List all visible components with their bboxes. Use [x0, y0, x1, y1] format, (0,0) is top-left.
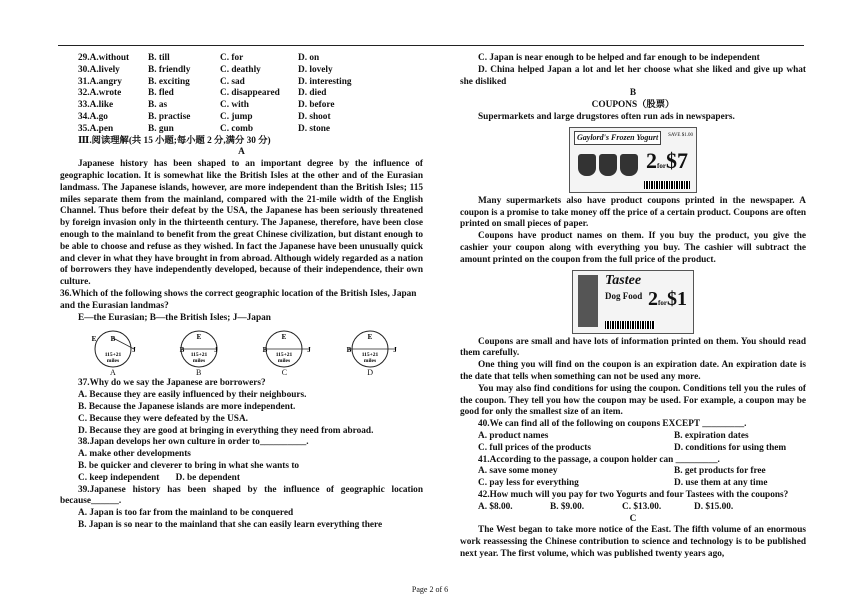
cloze-option-row — [60, 124, 423, 136]
q40-option-c: C. full prices of the products — [478, 442, 591, 453]
page-number: Page 2 of 6 — [411, 585, 449, 594]
map-diagram — [339, 326, 401, 372]
cloze-option-b: B. exciting — [148, 76, 190, 87]
map-point-B: B — [110, 335, 116, 344]
q41-options-cd — [460, 478, 806, 490]
map-diagram — [253, 326, 315, 372]
q39-option-b: B. Japan is so near to the mainland that she can easily learn everything there — [78, 519, 383, 530]
q38-option-b: B. be quicker and cleverer to bring in what she wants to — [78, 460, 300, 471]
q42-option-b: B. $9.00. — [550, 501, 585, 512]
map-diagram — [82, 326, 144, 372]
map-options — [60, 324, 423, 378]
coupon-yogurt — [569, 127, 697, 193]
map-point-J: J — [307, 346, 312, 355]
map-point-E: E — [196, 333, 201, 342]
cloze-option-a: 33.A.like — [78, 100, 114, 111]
barcode-icon — [605, 321, 655, 329]
cloze-option-a: 31.A.angry — [78, 76, 122, 87]
cloze-option-b: B. practise — [148, 111, 191, 122]
distance-line — [113, 338, 134, 349]
map-point-E: E — [91, 335, 97, 344]
map-distance-text: 115+21 — [190, 352, 207, 359]
map-option — [339, 326, 401, 378]
passage-b-p1: Supermarkets and large drugstores often run ads in newspapers. — [478, 111, 735, 122]
q42-option-c: C. $13.00. — [622, 501, 662, 512]
q37-option-c: C. Because they were defeated by the USA. — [78, 413, 248, 424]
map-option-label: A — [109, 367, 116, 377]
passage-c-text: The West began to take more notice of the East. The fifth volume of an enormous work reassessing the Chinese contribution to science and technology is to be published next year. The first volume, which was published twenty years ago, — [460, 525, 806, 559]
cloze-option-row — [60, 65, 423, 77]
cloze-option-a: 32.A.wrote — [78, 88, 122, 99]
q40-options-cd — [460, 443, 806, 455]
q41-options-ab — [460, 466, 806, 478]
coupon-dogfood-for: for — [658, 298, 667, 307]
q39-option-c: C. Japan is near enough to be helped and far enough to be independent — [478, 53, 760, 63]
map-option — [168, 326, 230, 378]
coupon-yogurt-qty: 2 — [646, 147, 658, 173]
map-distance-text: 115+21 — [104, 352, 122, 359]
cloze-option-d: D. shoot — [298, 111, 331, 122]
cloze-option-a: 30.A.lively — [78, 64, 120, 75]
map-distance-text: miles — [364, 358, 377, 365]
question-40: 40.We can find all of the following on coupons EXCEPT _________. — [478, 419, 747, 430]
map-point-B: B — [346, 346, 352, 355]
map-distance-text: 115+21 — [276, 352, 293, 359]
passage-b-p2: Many supermarkets also have product coupons printed in the newspaper. A coupon is a promise to take money off the price of a certain product. Coupons are often printed on small pieces of paper. — [460, 195, 806, 230]
cloze-option-c: C. disappeared — [220, 88, 280, 99]
map-point-J: J — [213, 346, 218, 355]
map-diagram — [168, 326, 230, 372]
cloze-option-d: D. stone — [298, 123, 331, 134]
map-point-E: E — [367, 333, 373, 342]
map-point-E: E — [282, 333, 287, 342]
coupon-yogurt-price: $7 — [666, 147, 688, 173]
cloze-option-a: 35.A.pen — [78, 123, 114, 134]
q38-option-a: A. make other developments — [78, 449, 191, 460]
q41-option-a: A. save some money — [478, 466, 558, 477]
map-point-J: J — [393, 346, 397, 355]
map-distance-text: miles — [192, 358, 205, 365]
right-column — [460, 53, 806, 561]
q41-option-c: C. pay less for everything — [478, 478, 579, 489]
q40-option-b: B. expiration dates — [674, 430, 749, 441]
map-option-label: B — [195, 367, 202, 377]
cloze-option-c: C. deathly — [220, 64, 261, 75]
q39-option-a: A. Japan is too far from the mainland to be conquered — [78, 508, 294, 519]
question-41: 41.According to the passage, a coupon holder can _________. — [478, 454, 720, 465]
question-38: 38.Japan develops her own culture in order to__________. — [78, 437, 309, 448]
cloze-option-row — [60, 88, 423, 100]
cloze-option-row — [60, 112, 423, 124]
map-option-label: C — [281, 367, 288, 377]
cloze-option-row — [60, 100, 423, 112]
passage-a-text: Japanese history has been shaped to an important degree by the influence of geographic location. It is somewhat like the British Isles at the other and of the Eurasian landmass. The Japanese islands, however, are more independent than the British Isles; 115 miles separate them from the mainland, compared with the 21-mile width of the English Channel. Thus before their defeat by the USA, the Japanese has been seriously threatened by foreign invasion only in the thirteenth century. The Japanese, therefore, have been close enough to the mainland to benefit from the great Chinese civilization, but distant enough to be able to choose and refuse as they wished. In fact the Japanese have been unusually quick and clever in what they have brought in from abroad. Although widely regarded as a nation of borrowers they have independently developed, because of their independence, their own culture. — [60, 159, 423, 288]
map-point-B: B — [263, 346, 268, 355]
question-36: 36.Which of the following shows the correct geographic location of the British Isles, Japan and the Eurasian landmas? — [60, 288, 417, 311]
q40-options-ab — [460, 431, 806, 443]
cloze-option-a: 29.A.without — [78, 53, 130, 63]
cloze-option-c: C. sad — [220, 76, 245, 87]
map-distance-text: 115+21 — [361, 352, 379, 359]
cloze-option-b: B. till — [148, 53, 170, 63]
cloze-option-d: D. died — [298, 88, 327, 99]
passage-a-letter: A — [238, 147, 245, 158]
cloze-option-c: C. jump — [220, 111, 253, 122]
coupon-dogfood — [572, 270, 694, 334]
cloze-option-b: B. as — [148, 100, 168, 111]
dog-food-can-image — [578, 275, 598, 327]
q41-option-b: B. get products for free — [674, 466, 766, 477]
passage-b-p5: One thing you will find on the coupon is an expiration date. An expiration date is the date that tells when something can not be used any more. — [460, 360, 806, 382]
coupon-yogurt-tag: SAVE $1.00 — [668, 132, 693, 138]
barcode-icon — [644, 181, 690, 189]
question-39: 39.Japanese history has been shaped by the influence of geographic location because______. — [60, 484, 423, 507]
map-distance-text: miles — [106, 358, 119, 365]
coupon-yogurt-for: for — [657, 161, 666, 170]
cloze-option-d: D. lovely — [298, 64, 333, 75]
passage-b-title: COUPONS（股票） — [591, 100, 675, 111]
passage-c-letter: C — [629, 513, 637, 524]
yogurt-cups-image — [578, 154, 638, 176]
q37-option-b: B. Because the Japanese islands are more independent. — [78, 401, 296, 412]
coupon-dogfood-qty: 2 — [648, 287, 659, 310]
passage-b-p3: Coupons have product names on them. If you buy the product, you give the cashier your coupon along with everything you buy. The cashier will subtract the amount printed on the coupon from the full price of the product. — [460, 231, 806, 265]
q42-options — [460, 502, 806, 514]
q42-option-a: A. $8.00. — [478, 501, 513, 512]
cloze-option-d: D. interesting — [298, 76, 352, 87]
header-rule — [58, 45, 804, 46]
passage-b-p6: You may also find conditions for using the coupon. Conditions tell you the rules of the coupon. They tell you how the coupon may be used. For example, a coupon may be good for only the smallest size of an item. — [460, 383, 806, 418]
coupon-dogfood-brand: Tastee — [605, 272, 642, 288]
q37-option-a: A. Because they are easily influenced by their neighbours. — [78, 390, 307, 401]
map-option-label: D — [367, 367, 374, 377]
cloze-option-d: D. before — [298, 100, 335, 111]
cloze-option-b: B. fled — [148, 88, 174, 99]
cloze-option-b: B. friendly — [148, 64, 191, 75]
map-point-B: B — [179, 346, 184, 355]
map-option — [82, 326, 144, 378]
q42-option-d: D. $15.00. — [694, 501, 734, 512]
cloze-option-c: C. with — [220, 100, 249, 111]
q38-option-cd: C. keep independent D. be dependent — [78, 472, 240, 483]
coupon-dogfood-price: $1 — [667, 287, 687, 310]
left-column — [60, 53, 423, 532]
cloze-option-row — [60, 53, 423, 65]
q39-option-d: D. China helped Japan a lot and let her choose what she liked and give up what she disliked — [460, 64, 806, 87]
coupon-yogurt-brand: Gaylord's Frozen Yogurt — [574, 131, 661, 145]
cloze-option-row — [60, 77, 423, 89]
cloze-options — [60, 53, 423, 136]
q40-option-a: A. product names — [478, 430, 549, 441]
passage-b-p4: Coupons are small and have lots of information printed on them. You should read them carefully. — [460, 336, 806, 359]
coupon-dogfood-sub: Dog Food — [605, 290, 643, 301]
cloze-option-d: D. on — [298, 53, 320, 63]
q41-option-d: D. use them at any time — [674, 478, 768, 489]
map-legend: E—the Eurasian; B—the British Isles; J—Japan — [78, 312, 271, 323]
cloze-option-b: B. gun — [148, 123, 174, 134]
cloze-option-a: 34.A.go — [78, 111, 108, 122]
cloze-option-c: C. comb — [220, 123, 254, 134]
q37-option-d: D. Because they are good at bringing in everything they need from abroad. — [78, 425, 374, 436]
map-distance-text: miles — [278, 358, 291, 365]
passage-b-letter: B — [629, 88, 637, 99]
q40-option-d: D. conditions for using them — [674, 442, 787, 453]
question-42: 42.How much will you pay for two Yogurts and four Tastees with the coupons? — [478, 489, 789, 500]
section-heading: Ⅲ.阅读理解(共 15 小题;每小题 2 分,满分 30 分) — [78, 135, 271, 146]
question-37: 37.Why do we say the Japanese are borrowers? — [78, 378, 266, 389]
map-point-J: J — [132, 346, 136, 355]
cloze-option-c: C. for — [220, 53, 244, 63]
map-option — [253, 326, 315, 378]
